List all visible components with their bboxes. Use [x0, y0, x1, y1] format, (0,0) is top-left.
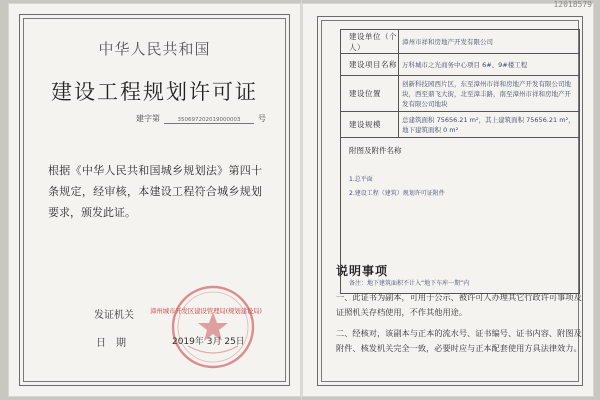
certificate-number-line — [136, 113, 266, 124]
table-row — [341, 54, 580, 76]
table-row — [341, 112, 580, 138]
official-seal-icon — [168, 282, 258, 372]
note-item: 一、此证书为副本，可用于公示、被许可人办理其它行政许可事项及证照机关存档使用，不作其他用途。 — [336, 292, 582, 317]
country-title: 中华人民共和国 — [98, 40, 211, 58]
cert-number-prefix: 建字第 — [136, 114, 160, 123]
attachment-item: 2.建设工程（建筑）规划许可证附件 — [349, 190, 445, 197]
row-key: 建设规模 — [341, 112, 399, 138]
serial-number: 12018579 — [553, 0, 592, 9]
row-key: 建设项目名称 — [341, 54, 399, 76]
certificate-body-text: 根据《中华人民共和国城乡规划法》第四十条规定，经审核，本建设工程符合城乡规划要求，颁发此证。 — [48, 164, 262, 219]
row-value: 万科城市之光商务中心项目 6#、9#楼工程 — [399, 54, 580, 76]
row-key: 建设位置 — [341, 76, 399, 112]
issue-date: 2019年 3月 25日 — [172, 337, 245, 347]
row-value: 创新科技园西片区，东至漳州市祥和房地产开发有限公司地块，西至鼎飞大街，北至漳丰路，南至漳州市祥和房地产开发有限公司地块 — [399, 76, 580, 112]
attachment-note: 备注：地下建筑面积不计入“地下车库一期”内 — [349, 280, 470, 287]
date-label: 日 期 — [96, 338, 126, 349]
project-info-table — [340, 29, 580, 294]
row-value: 漳州市祥和房地产开发有限公司 — [399, 30, 580, 54]
attachment-item: 1.总平面 — [349, 176, 373, 183]
note-item: 二、经核对，该副本与正本的流水号、证书编号、证书内容、附图及附件、核发机关完全一致，必要时应与正本配套使用方具法律效力。 — [336, 328, 582, 353]
issuer-seal-text: 漳州城市开发区建设管理局(规划建设局) — [150, 307, 262, 315]
row-key: 建设单位（个人） — [341, 30, 399, 54]
table-row — [341, 30, 580, 54]
attachments-title: 附图及附件名称 — [349, 146, 402, 155]
cert-number-suffix: 号 — [258, 114, 266, 123]
certificate-title: 建设工程规划许可证 — [51, 80, 258, 104]
cert-number-value: 350697202019000003 — [164, 117, 254, 124]
row-value: 总建筑面积 75656.21 m²，其上建筑面积 75656.21 m²，地下建筑面积 0 m² — [399, 112, 580, 138]
notes-title: 说明事项 — [336, 264, 389, 278]
issuer-label: 发证机关 — [94, 310, 134, 321]
table-row — [341, 76, 580, 112]
